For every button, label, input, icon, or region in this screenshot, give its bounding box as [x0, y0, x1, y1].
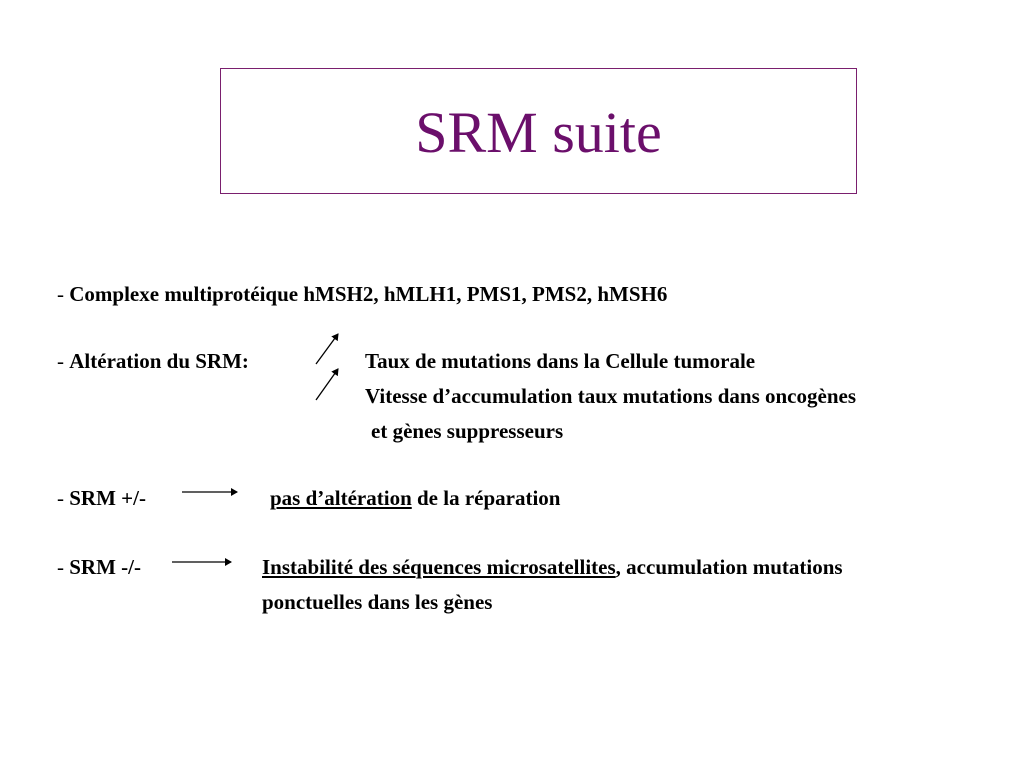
bullet-dash: -: [57, 555, 70, 579]
srm-hom-result-line1: [262, 557, 843, 578]
srm-het-result: [270, 488, 560, 509]
up-arrow-icon: [316, 369, 338, 400]
slide-title: SRM suite: [415, 100, 662, 165]
srm-hom-label: SRM -/-: [69, 555, 141, 579]
alteration-effect-2-line2: et gènes suppresseurs: [371, 419, 564, 443]
srm-hom-underlined: Instabilité des séquences microsatellites: [262, 555, 616, 579]
bullet-dash: -: [57, 282, 70, 306]
title-box: [220, 68, 857, 194]
bullet-dash: -: [57, 486, 70, 510]
srm-het-rest: de la réparation: [411, 486, 561, 510]
srm-het-underlined: pas d’altération: [270, 486, 412, 510]
bullet-item-complexe: [57, 284, 667, 305]
srm-hom-result-line2: ponctuelles dans les gènes: [262, 590, 493, 614]
bullet-item-alteration: [57, 351, 249, 372]
complexe-text: Complexe multiprotéique hMSH2, hMLH1, PMS1, PMS2, hMSH6: [69, 282, 668, 306]
alteration-label: Altération du SRM:: [69, 349, 249, 373]
up-arrow-icon: [316, 334, 338, 364]
bullet-item-srm-hom: [57, 557, 141, 578]
alteration-effect-2-line1: Vitesse d’accumulation taux mutations dans oncogènes: [365, 384, 856, 408]
srm-het-label: SRM +/-: [69, 486, 146, 510]
alteration-effect-1: Taux de mutations dans la Cellule tumorale: [365, 349, 756, 373]
bullet-dash: -: [57, 349, 70, 373]
bullet-item-srm-het: [57, 488, 146, 509]
srm-hom-rest: , accumulation mutations: [615, 555, 843, 579]
